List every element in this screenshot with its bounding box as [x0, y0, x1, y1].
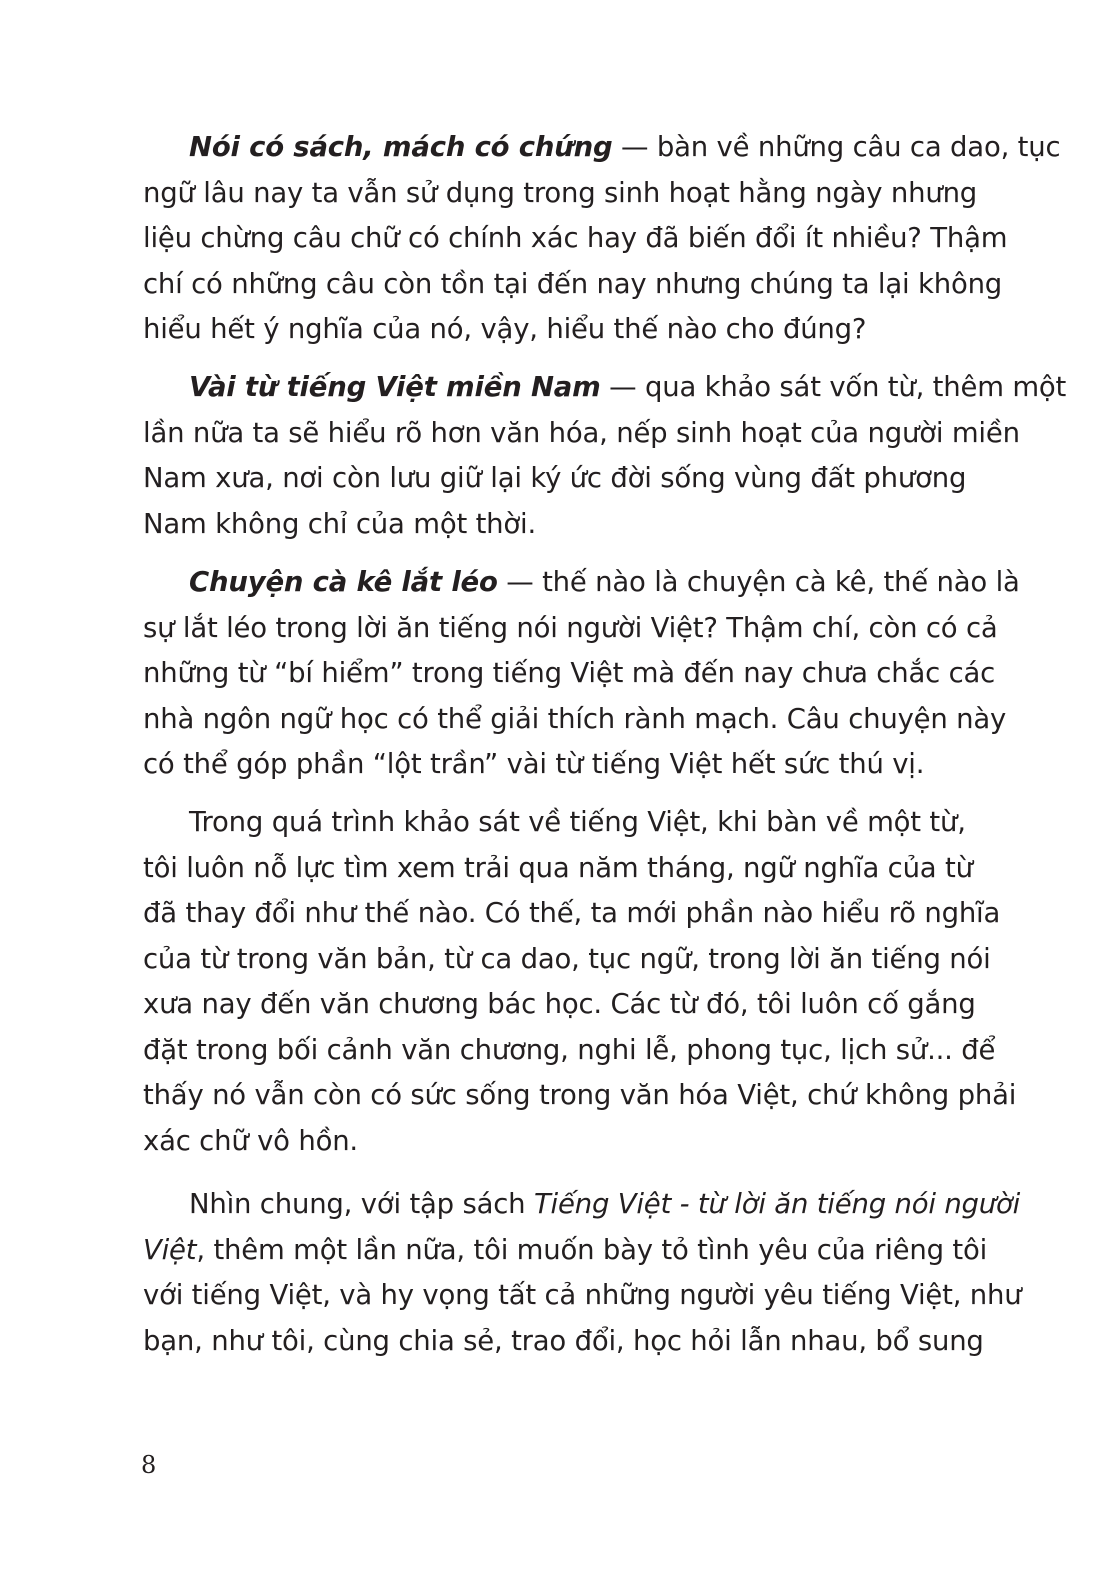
text-run: Nam không chỉ của một thời. — [143, 507, 536, 540]
text-line — [143, 1182, 1021, 1228]
section-title: Vài từ tiếng Việt miền Nam — [189, 371, 601, 403]
text-line — [143, 262, 1003, 308]
text-run: nhà ngôn ngữ học có thể giải thích rành mạch. Câu chuyện này — [143, 702, 1007, 735]
text-line — [143, 606, 998, 652]
text-run: của từ trong văn bản, từ ca dao, tục ngữ, trong lời ăn tiếng nói — [143, 942, 991, 975]
text-run: Trong quá trình khảo sát về tiếng Việt, khi bàn về một từ, — [189, 806, 966, 838]
book-title: Việt — [143, 1233, 197, 1266]
text-line — [143, 982, 976, 1028]
text-run: chí có những câu còn tồn tại đến nay nhưng chúng ta lại không — [143, 267, 1003, 300]
text-run: lần nữa ta sẽ hiểu rõ hơn văn hóa, nếp sinh hoạt của người miền — [143, 416, 1020, 449]
text-run: xưa nay đến văn chương bác học. Các từ đó, tôi luôn cố gắng — [143, 988, 976, 1020]
text-line — [143, 846, 973, 892]
text-run: Nhìn chung, với tập sách — [189, 1188, 534, 1220]
text-line — [143, 502, 963, 548]
text-line — [143, 1228, 988, 1274]
paragraph — [143, 365, 1067, 547]
text-line — [143, 1119, 963, 1165]
text-line — [143, 307, 963, 353]
text-line — [143, 411, 1020, 457]
paragraph — [143, 125, 1061, 353]
text-run: đặt trong bối cảnh văn chương, nghi lễ, phong tục, lịch sử... để — [143, 1033, 996, 1066]
text-line — [143, 456, 967, 502]
text-run: bạn, như tôi, cùng chia sẻ, trao đổi, học hỏi lẫn nhau, bổ sung — [143, 1324, 984, 1357]
text-run: đã thay đổi như thế nào. Có thế, ta mới phần nào hiểu rõ nghĩa — [143, 897, 1001, 929]
text-run: — bàn về những câu ca dao, tục — [612, 131, 1061, 163]
text-line — [143, 651, 996, 697]
text-line — [143, 891, 1001, 937]
text-run: tôi luôn nỗ lực tìm xem trải qua năm tháng, ngữ nghĩa của từ — [143, 851, 973, 884]
text-line — [143, 1273, 1022, 1319]
text-run: hiểu hết ý nghĩa của nó, vậy, hiểu thế nào cho đúng? — [143, 313, 867, 345]
paragraph — [143, 800, 1017, 1164]
text-line — [143, 1028, 996, 1074]
text-line — [143, 125, 1061, 171]
text-run: , thêm một lần nữa, tôi muốn bày tỏ tình yêu của riêng tôi — [196, 1233, 988, 1266]
text-run: xác chữ vô hồn. — [143, 1124, 358, 1157]
text-run: những từ “bí hiểm” trong tiếng Việt mà đến nay chưa chắc các — [143, 657, 996, 689]
text-line — [143, 1073, 1017, 1119]
text-run: — thế nào là chuyện cà kê, thế nào là — [497, 566, 1020, 598]
text-line — [143, 1319, 984, 1365]
page-number: 8 — [141, 1451, 157, 1479]
paragraph — [143, 560, 1020, 788]
text-run: sự lắt léo trong lời ăn tiếng nói người Việt? Thậm chí, còn có cả — [143, 611, 998, 644]
text-line — [143, 800, 966, 846]
text-line — [143, 697, 1007, 743]
text-run: thấy nó vẫn còn có sức sống trong văn hóa Việt, chứ không phải — [143, 1079, 1017, 1111]
text-line — [143, 742, 963, 788]
text-line — [143, 560, 1020, 606]
text-line — [143, 216, 1008, 262]
text-line — [143, 171, 978, 217]
text-run: liệu chừng câu chữ có chính xác hay đã biến đổi ít nhiều? Thậm — [143, 222, 1008, 254]
text-run: — qua khảo sát vốn từ, thêm một — [600, 371, 1067, 403]
section-title: Nói có sách, mách có chứng — [189, 131, 613, 163]
text-run: Nam xưa, nơi còn lưu giữ lại ký ức đời sống vùng đất phương — [143, 462, 967, 494]
book-title: Tiếng Việt - từ lời ăn tiếng nói người — [533, 1188, 1021, 1220]
text-line — [143, 365, 1067, 411]
text-run: với tiếng Việt, và hy vọng tất cả những người yêu tiếng Việt, như — [143, 1279, 1022, 1311]
text-run: ngữ lâu nay ta vẫn sử dụng trong sinh hoạt hằng ngày nhưng — [143, 176, 978, 209]
text-line — [143, 937, 991, 983]
paragraph — [143, 1182, 1022, 1364]
text-run: có thể góp phần “lột trần” vài từ tiếng Việt hết sức thú vị. — [143, 748, 925, 780]
section-title: Chuyện cà kê lắt léo — [189, 566, 498, 598]
